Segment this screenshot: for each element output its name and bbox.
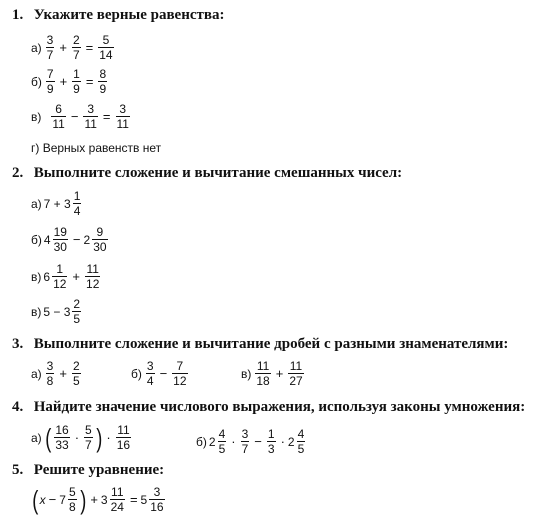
q5-equation: ( x − 7 $\frac{5}{8}$ ) + 3 $\frac{11}{24}$ = 5 $\frac{3}{16}$ [32, 484, 164, 515]
q2-option-a: а) 7 + 3 $\frac{1}{4}$ [31, 189, 81, 218]
right-paren: ) [96, 422, 103, 453]
operator: − [254, 434, 262, 449]
option-label: б) [31, 232, 42, 247]
fraction [218, 428, 227, 455]
q1-option-a [31, 34, 116, 61]
numerator: 11 [256, 359, 270, 373]
fraction [83, 103, 97, 130]
numerator: 7 [176, 359, 184, 373]
operator: − [48, 492, 57, 507]
denominator: 5 [73, 312, 81, 326]
fraction [98, 68, 107, 95]
question-title: Укажите верные равенства: [33, 7, 225, 23]
q1-option-c [31, 103, 132, 130]
denominator: 7 [241, 442, 249, 456]
numerator: 1 [73, 189, 81, 203]
numerator: 19 [53, 225, 67, 239]
denominator: 27 [289, 374, 303, 388]
operator: = [129, 492, 138, 507]
denominator: 4 [73, 204, 81, 218]
denominator: 30 [53, 240, 67, 254]
denominator: 18 [256, 374, 270, 388]
fraction [73, 190, 82, 217]
question-title: Найдите значение числового выражения, используя законы умножения: [33, 399, 526, 415]
option-label: б) [131, 366, 142, 381]
denominator: 7 [46, 48, 54, 62]
fraction [92, 226, 107, 253]
operator: + [275, 366, 284, 381]
operator: · [280, 434, 285, 449]
operator: − [72, 232, 81, 247]
numerator: 1 [267, 427, 275, 441]
option-label: а) [31, 430, 42, 445]
numerator: 1 [73, 67, 80, 81]
numerator: 3 [119, 102, 127, 116]
numerator: 11 [111, 485, 124, 499]
left-paren: ( [44, 422, 52, 453]
denominator: 4 [146, 374, 154, 388]
numerator: 2 [72, 33, 80, 47]
question-title: Выполните сложение и вычитание дробей с разными знаменателями: [33, 336, 509, 352]
q1-option-d: г) Верных равенств нет [31, 141, 162, 155]
operator: + [59, 40, 67, 55]
numerator: 16 [55, 423, 69, 437]
numerator: 3 [153, 485, 161, 499]
fraction [46, 68, 55, 95]
operator: + [90, 492, 98, 507]
denominator: 16 [116, 438, 131, 452]
q4-option-b: б) 2 $\frac{4}{5}$ · $\frac{3}{7}$ − $\frac{1}{3}$ · 2 $\frac{4}{5}$ [196, 427, 305, 456]
operator: + [59, 366, 67, 381]
numerator: 5 [102, 33, 110, 47]
question-4-heading: 4. Найдите значение числового выражения, используя законы умножения: [12, 399, 526, 415]
option-label: а) [31, 366, 42, 381]
fraction [72, 360, 81, 387]
question-title: Решите уравнение: [33, 462, 165, 478]
numerator: 3 [87, 102, 95, 116]
question-5-heading: 5. Решите уравнение: [12, 462, 165, 478]
option-label: в) [241, 366, 252, 381]
denominator: 9 [73, 82, 80, 96]
denominator: 12 [173, 374, 187, 388]
operator: · [74, 430, 80, 445]
fraction [255, 360, 270, 387]
fraction [116, 103, 130, 130]
question-1-heading [12, 7, 224, 24]
denominator: 5 [218, 442, 226, 456]
fraction [72, 298, 81, 325]
q3-option-a [31, 360, 83, 387]
fraction [51, 103, 65, 130]
operator: = [85, 40, 94, 55]
denominator: 11 [52, 117, 65, 131]
denominator: 5 [297, 442, 305, 456]
fraction [241, 428, 250, 455]
numerator: 11 [86, 262, 99, 276]
fraction [172, 360, 187, 387]
left-paren: ( [32, 484, 39, 515]
denominator: 7 [85, 438, 92, 452]
denominator: 12 [86, 277, 100, 291]
denominator: 9 [46, 82, 54, 96]
operator: − [70, 109, 79, 124]
fraction [72, 34, 81, 61]
question-number: 1. [12, 7, 24, 23]
numerator: 5 [85, 423, 92, 437]
fraction [297, 428, 306, 455]
numerator: 7 [46, 67, 54, 81]
numerator: 4 [218, 427, 226, 441]
numerator: 4 [297, 427, 305, 441]
numerator: 5 [68, 485, 76, 499]
denominator: 9 [99, 82, 107, 96]
denominator: 7 [72, 48, 80, 62]
denominator: 11 [84, 117, 97, 131]
denominator: 11 [116, 117, 129, 131]
question-2-heading: 2. Выполните сложение и вычитание смешанных чисел: [12, 165, 403, 181]
question-title: Выполните сложение и вычитание смешанных чисел: [33, 165, 403, 181]
fraction [288, 360, 303, 387]
question-3-heading: 3. Выполните сложение и вычитание дробей с разными знаменателями: [12, 336, 509, 352]
option-label: а) [31, 196, 42, 211]
option-label: б) [31, 74, 42, 89]
operator: = [102, 109, 111, 124]
fraction [146, 360, 155, 387]
q2-option-d: в) 5 − 3 $\frac{2}{5}$ [31, 297, 81, 326]
numerator: 9 [96, 225, 104, 239]
fraction [46, 360, 55, 387]
denominator: 33 [55, 438, 69, 452]
fraction [52, 263, 67, 290]
numerator: 2 [73, 297, 81, 311]
fraction [85, 263, 100, 290]
numerator: 2 [72, 359, 80, 373]
fraction [110, 486, 125, 513]
numerator: 11 [289, 359, 303, 373]
denominator: 12 [53, 277, 67, 291]
q3-option-b [131, 360, 190, 387]
numerator: 8 [99, 67, 107, 81]
operator: − [159, 366, 168, 381]
fraction [54, 424, 69, 451]
denominator: 3 [267, 442, 275, 456]
q3-option-c [241, 360, 306, 387]
fraction [267, 428, 276, 455]
numerator: 3 [46, 33, 54, 47]
right-paren: ) [79, 484, 87, 515]
denominator: 24 [110, 500, 124, 514]
option-label: в) [31, 109, 42, 124]
denominator: 8 [46, 374, 54, 388]
denominator: 30 [93, 240, 107, 254]
fraction [84, 424, 93, 451]
denominator: 14 [99, 48, 113, 62]
operator: · [231, 434, 236, 449]
numerator: 3 [241, 427, 249, 441]
operator: + [72, 269, 81, 284]
option-label: в) [31, 304, 42, 319]
denominator: 16 [150, 500, 164, 514]
operator: = [85, 74, 94, 89]
q2-option-b: б) 4 $\frac{19}{30}$ − 2 $\frac{9}{30}$ [31, 225, 107, 254]
q2-option-c: в) 6 $\frac{1}{12}$ + $\frac{11}{12}$ [31, 262, 100, 291]
fraction [46, 34, 55, 61]
denominator: 5 [72, 374, 80, 388]
operator: + [59, 74, 68, 89]
denominator: 8 [68, 500, 76, 514]
numerator: 3 [46, 359, 54, 373]
fraction [72, 68, 81, 95]
fraction [98, 34, 113, 61]
fraction [53, 226, 68, 253]
option-label: в) [31, 269, 42, 284]
numerator: 6 [55, 102, 62, 116]
numerator: 3 [146, 359, 154, 373]
option-label: а) [31, 40, 42, 55]
numerator: 11 [117, 423, 130, 437]
fraction [149, 486, 164, 513]
q4-option-a [31, 424, 133, 451]
fraction [68, 486, 77, 513]
operator: · [106, 430, 111, 445]
q1-option-b [31, 68, 109, 95]
fraction [116, 424, 131, 451]
numerator: 1 [56, 262, 64, 276]
option-label: б) [196, 434, 207, 449]
